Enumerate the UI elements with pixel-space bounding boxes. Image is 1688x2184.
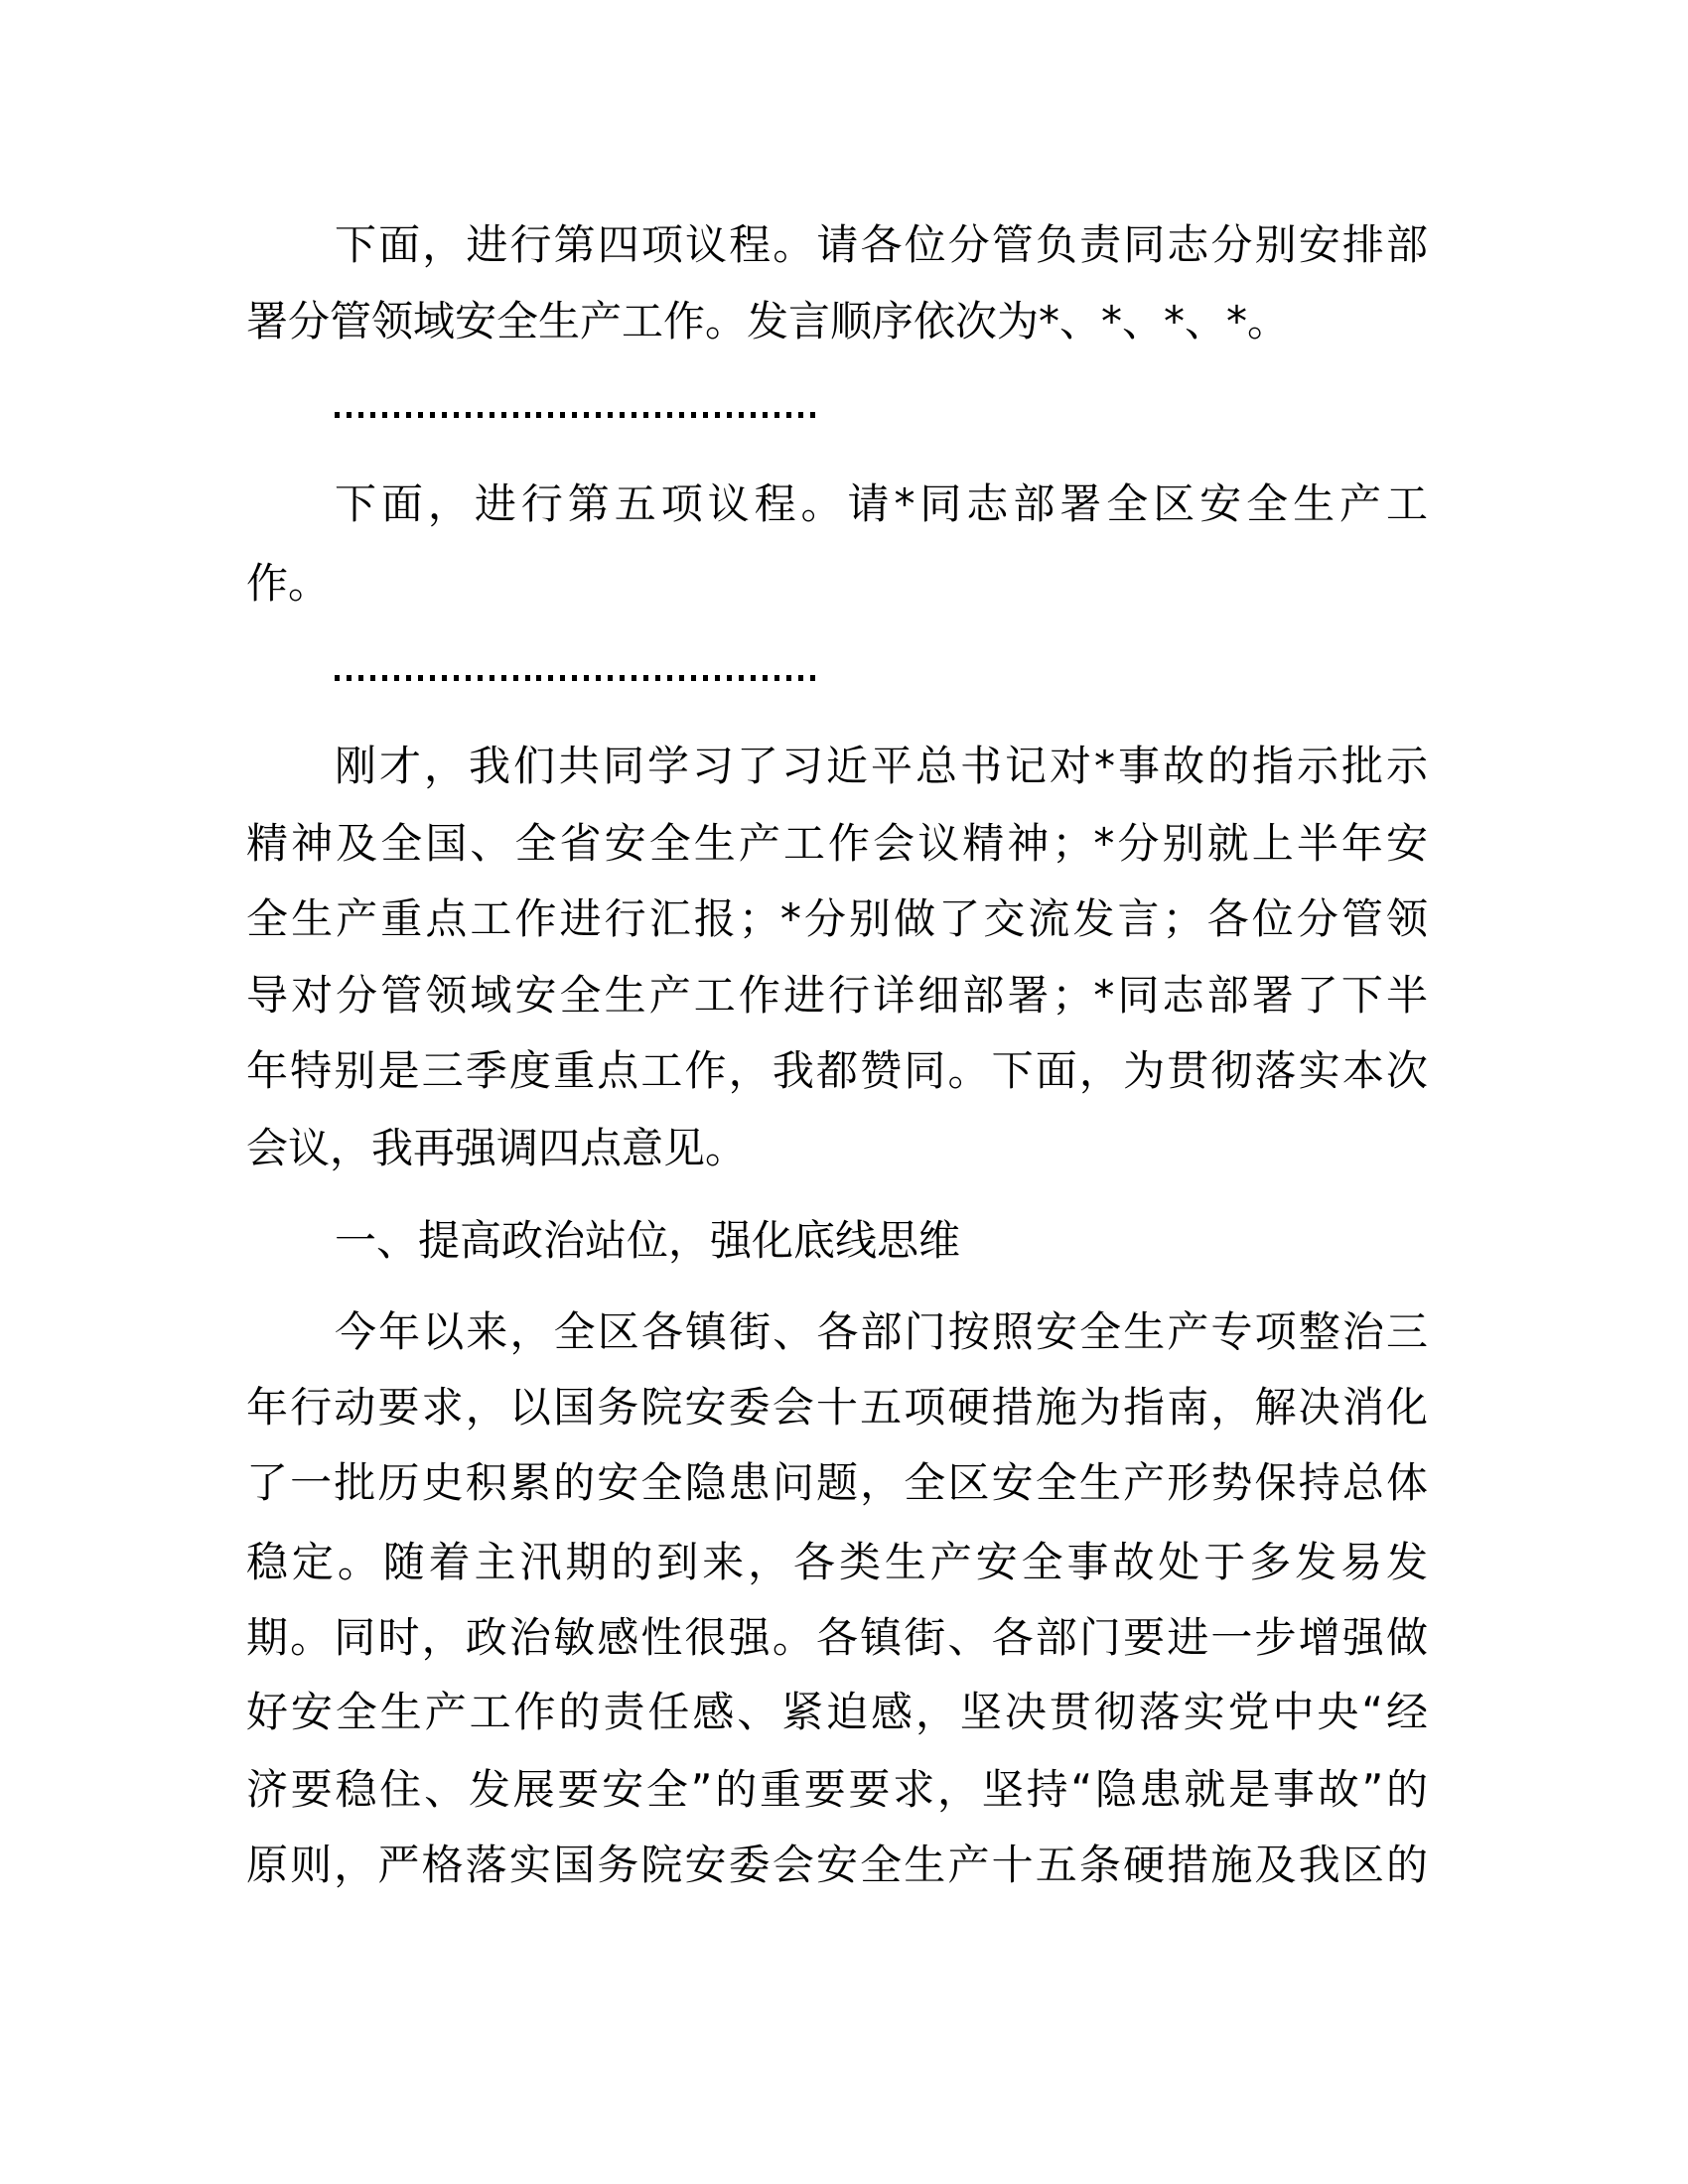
paragraph-line: 原则，严格落实国务院安委会安全生产十五条硬措施及我区的 bbox=[246, 1841, 1428, 1889]
paragraph-line: 下面，进行第五项议程。请*同志部署全区安全生产工 bbox=[335, 479, 1428, 528]
paragraph-line: 精神及全国、全省安全生产工作会议精神；*分别就上半年安 bbox=[246, 819, 1428, 868]
paragraph-line: 年行动要求，以国务院安委会十五项硬措施为指南，解决消化 bbox=[246, 1383, 1428, 1432]
paragraph-line: 下面，进行第四项议程。请各位分管负责同志分别安排部 bbox=[335, 220, 1428, 269]
ellipsis-separator bbox=[335, 395, 815, 435]
paragraph-line: 会议，我再强调四点意见。 bbox=[246, 1124, 748, 1172]
paragraph-line: 署分管领域安全生产工作。发言顺序依次为*、*、*、*。 bbox=[246, 297, 1290, 345]
paragraph-line: 全生产重点工作进行汇报；*分别做了交流发言；各位分管领 bbox=[246, 894, 1428, 943]
paragraph-line: 好安全生产工作的责任感、紧迫感，坚决贯彻落实党中央“经 bbox=[246, 1688, 1428, 1736]
paragraph-line: 期。同时，政治敏感性很强。各镇街、各部门要进一步增强做 bbox=[246, 1613, 1428, 1662]
paragraph-line: 导对分管领域安全生产工作进行详细部署；*同志部署了下半 bbox=[246, 971, 1428, 1020]
paragraph-line: 年特别是三季度重点工作，我都赞同。下面，为贯彻落实本次 bbox=[246, 1046, 1428, 1095]
paragraph-line: 今年以来，全区各镇街、各部门按照安全生产专项整治三 bbox=[335, 1307, 1428, 1356]
paragraph-line: 刚才，我们共同学习了习近平总书记对*事故的指示批示 bbox=[335, 742, 1428, 790]
paragraph-line: 作。 bbox=[246, 559, 331, 608]
paragraph-line: 了一批历史积累的安全隐患问题，全区安全生产形势保持总体 bbox=[246, 1458, 1428, 1507]
paragraph-line: 济要稳住、发展要安全”的重要要求，坚持“隐患就是事故”的 bbox=[246, 1765, 1428, 1814]
ellipsis-separator bbox=[335, 658, 815, 698]
paragraph-line: 稳定。随着主汛期的到来，各类生产安全事故处于多发易发 bbox=[246, 1538, 1428, 1586]
section-heading: 一、提高政治站位，强化底线思维 bbox=[335, 1216, 961, 1265]
